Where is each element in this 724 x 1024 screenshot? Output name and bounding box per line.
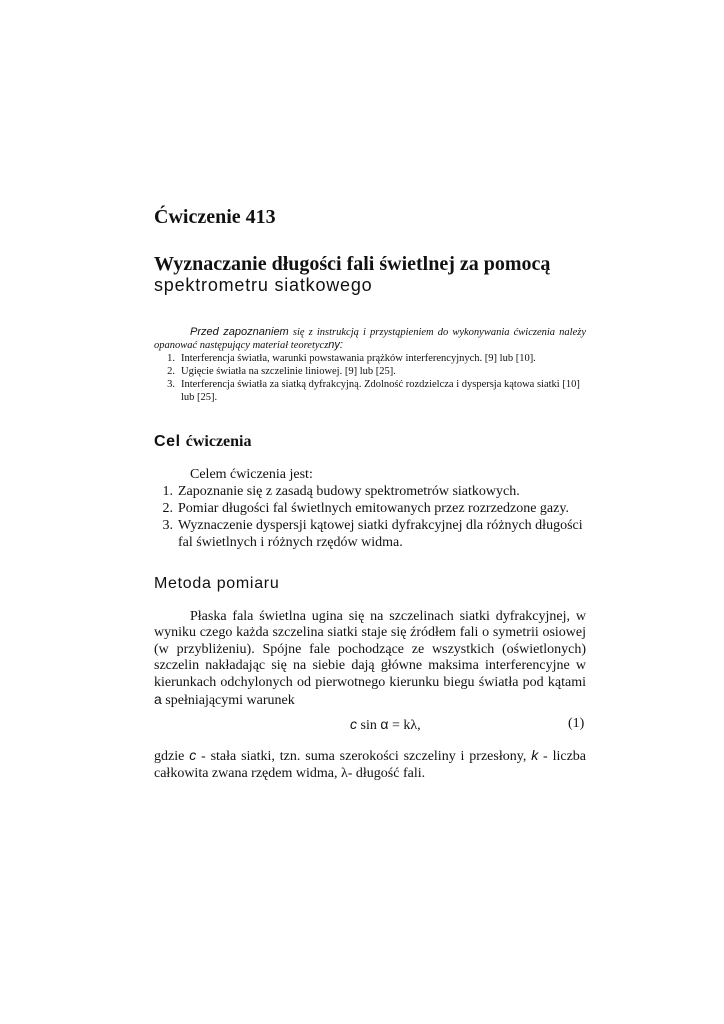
exercise-subtitle-line2: spektrometru siatkowego	[154, 275, 373, 295]
list-number: 2.	[162, 501, 173, 516]
list-item	[154, 365, 586, 378]
intro-paragraph	[154, 326, 586, 352]
list-number: 3.	[162, 518, 173, 533]
intro-body: się z instrukcją i przystąpieniem do wykonywania ćwiczenia należy opanować następujący materiał teoretycz	[154, 327, 586, 351]
equation-rest: = kλ,	[388, 718, 421, 733]
method-paragraph	[154, 609, 586, 709]
where-text: gdzie	[154, 749, 190, 764]
symbol-c: c	[189, 747, 197, 763]
list-number: 1.	[167, 353, 175, 364]
exercise-title: Ćwiczenie 413	[154, 206, 276, 228]
equation	[350, 716, 421, 734]
list-text: Wyznaczenie dyspersji kątowej siatki dyfrakcyjnej dla różnych długości fal świetlnych i różnych rzędów widma.	[178, 518, 583, 550]
heading-part: Cel	[154, 433, 186, 450]
equation-alpha: α	[380, 716, 389, 732]
requirements-list	[154, 352, 586, 404]
list-item	[154, 483, 586, 500]
goals-list	[154, 483, 586, 551]
exercise-subtitle-line1: Wyznaczanie długości fali świetlnej za pomocą	[154, 253, 551, 275]
section-heading-goal	[154, 433, 252, 451]
list-text: Interferencja światła, warunki powstawania prążków interferencyjnych. [9] lub [10].	[181, 353, 536, 364]
list-text: Pomiar długości fal świetlnych emitowanych przez rozrzedzone gazy.	[178, 501, 569, 516]
list-item	[154, 378, 586, 404]
section-heading-method: Metoda pomiaru	[154, 575, 280, 592]
list-number: 1.	[162, 484, 173, 499]
list-text: Interferencja światła za siatką dyfrakcyjną. Zdolność rozdzielcza i dyspersja kątowa siatki [10] lub [25].	[181, 379, 580, 403]
list-item	[154, 500, 586, 517]
paragraph-text: Płaska fala świetlna ugina się na szczelinach siatki dyfrakcyjnej, w wyniku czego każda szczelina siatki staje się źródłem fali o symetrii osiowej (w przybliżeniu). Spójne fale pochodzące ze wszystkich (oświetlonych) szczelin nakładając się na siebie dają główne maksima interferencyjne w kierunkach odchylonych od pierwotnego kierunku biegu światła pod kątami	[154, 609, 586, 690]
list-text: Zapoznanie się z zasadą budowy spektrometrów siatkowych.	[178, 484, 520, 499]
list-text: Ugięcie światła na szczelinie liniowej. [9] lub [25].	[181, 366, 396, 377]
where-paragraph	[154, 747, 586, 782]
equation-symbol-c: c	[350, 716, 357, 732]
goal-lead: Celem ćwiczenia jest:	[190, 467, 313, 482]
where-text: - liczba całkowita zwana rzędem widma, λ- długość fali.	[154, 749, 586, 781]
intro-tail: ny:	[328, 339, 343, 351]
list-number: 3.	[167, 379, 175, 390]
list-item	[154, 517, 586, 551]
intro-lead: Przed zapoznaniem	[190, 326, 289, 338]
symbol-k: k	[531, 747, 539, 763]
alpha-symbol: a	[154, 691, 162, 708]
equation-number: (1)	[568, 716, 585, 731]
where-text: - stała siatki, tzn. suma szerokości szczeliny i przesłony,	[196, 749, 532, 764]
list-item	[154, 352, 586, 365]
paragraph-tail: spełniającymi warunek	[161, 693, 295, 709]
heading-part: ćwiczenia	[185, 433, 252, 450]
list-number: 2.	[167, 366, 175, 377]
equation-sin: sin	[357, 718, 381, 733]
